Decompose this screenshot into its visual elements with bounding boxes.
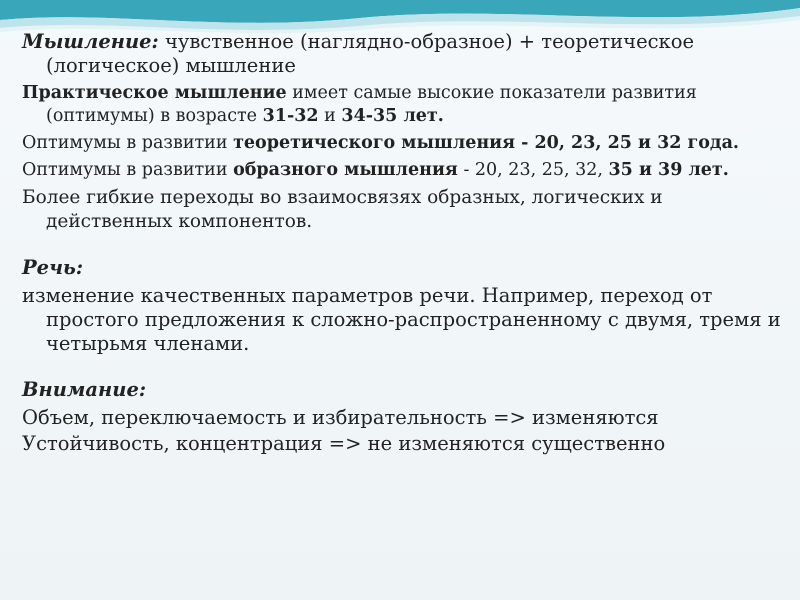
paragraph-practical-thinking	[22, 82, 782, 128]
paragraph-figurative-optimums	[22, 159, 782, 182]
practical-thinking-label: Практическое мышление	[22, 83, 287, 103]
speech-text: изменение качественных параметров речи. Например, переход от простого предложения к сложно-распространенному с двумя, тремя и четырьмя членами.	[22, 284, 781, 355]
paragraph-speech	[22, 284, 782, 356]
practical-thinking-ages-2: 34-35 лет.	[341, 106, 444, 126]
attention-label: Внимание:	[22, 378, 147, 401]
practical-thinking-and: и	[318, 106, 342, 126]
attention-changing-text: Объем, переключаемость и избирательность => изменяются	[22, 406, 659, 429]
figurative-optimums-values: - 20, 23, 25, 32,	[457, 160, 609, 180]
thinking-definition-text: чувственное (наглядно-образное) + теоретическое (логическое) мышление	[46, 30, 695, 77]
paragraph-theoretical-optimums	[22, 132, 782, 155]
figurative-optimums-tail: 35 и 39 лет.	[608, 160, 729, 180]
theoretical-optimums-text: Оптимумы в развитии	[22, 133, 234, 153]
paragraph-thinking-definition	[22, 30, 782, 78]
flexible-transitions-text: Более гибкие переходы во взаимосвязях образных, логических и действенных компонентов.	[22, 187, 663, 232]
practical-thinking-text: имеет самые высокие показатели развития (оптимумы) в возрасте	[46, 83, 697, 126]
speech-label: Речь:	[22, 256, 84, 279]
figurative-optimums-label: образного мышления	[233, 160, 458, 180]
speech-heading	[22, 256, 782, 280]
paragraph-flexible-transitions	[22, 186, 782, 234]
attention-stable-text: Устойчивость, концентрация => не изменяются существенно	[22, 432, 666, 455]
spacer	[22, 234, 782, 256]
paragraph-attention-changing	[22, 406, 782, 430]
figurative-optimums-text: Оптимумы в развитии	[22, 160, 234, 180]
slide-content	[22, 30, 782, 456]
thinking-label: Мышление:	[22, 30, 159, 53]
paragraph-attention-stable	[22, 432, 782, 456]
spacer	[22, 356, 782, 378]
practical-thinking-ages-1: 31-32	[262, 106, 319, 126]
theoretical-optimums-values: теоретического мышления - 20, 23, 25 и 32 года.	[233, 133, 740, 153]
attention-heading	[22, 378, 782, 402]
